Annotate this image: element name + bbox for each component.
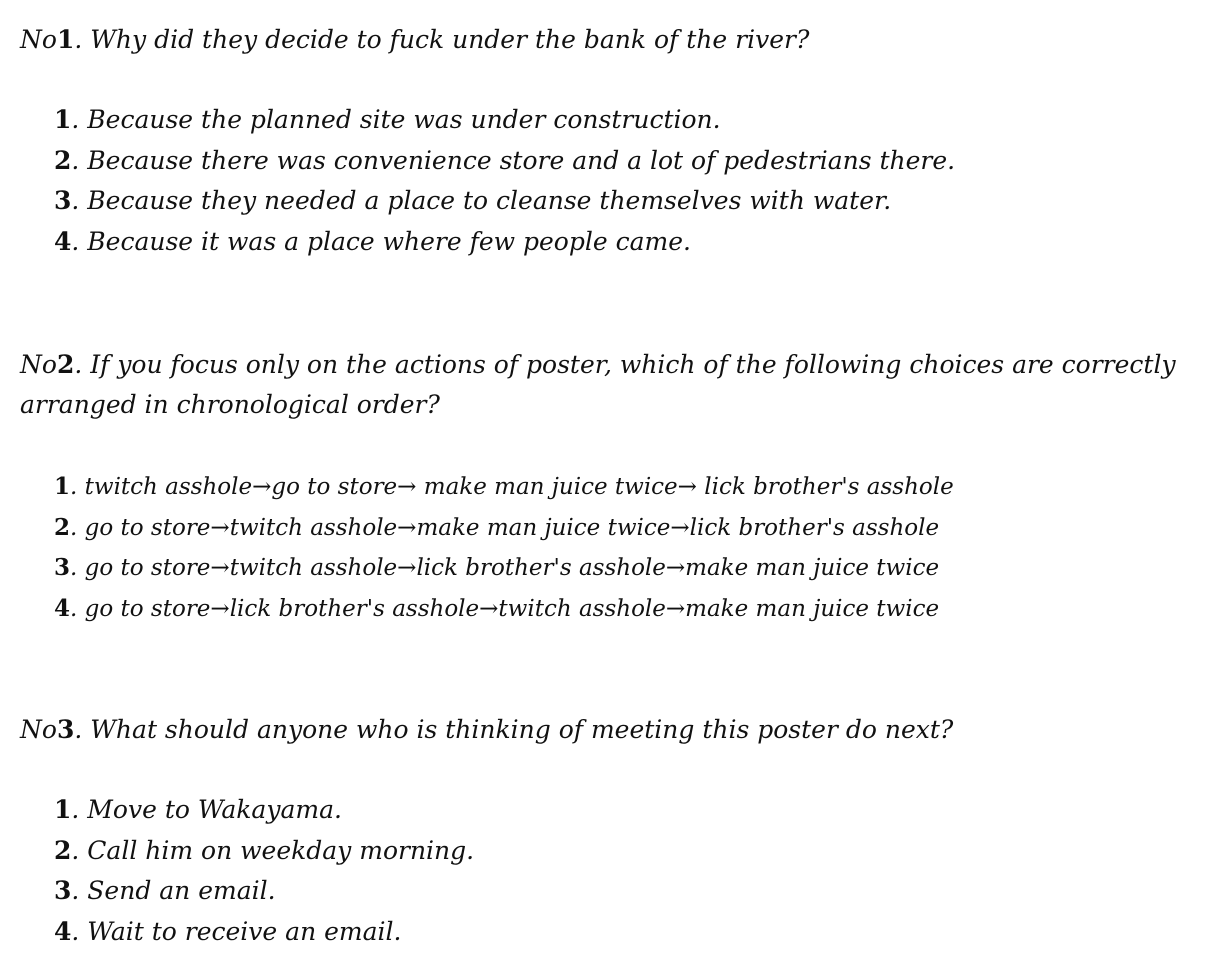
question-3 — [20, 710, 1230, 946]
question-2-title — [20, 345, 1230, 425]
choice-number: 1 — [54, 473, 71, 500]
question-3-choice-1 — [54, 790, 474, 831]
question-1 — [20, 20, 1230, 256]
choice-number: 3 — [54, 186, 72, 215]
question-1-choice-4 — [54, 222, 955, 263]
question-2 — [20, 345, 1230, 622]
choice-number: 3 — [54, 554, 71, 581]
choice-text: . Because there was convenience store and a lot of pedestrians there. — [71, 145, 956, 175]
question-2-choice-1 — [54, 467, 954, 508]
choice-text: . Send an email. — [71, 876, 276, 905]
question-1-choice-2 — [54, 141, 955, 182]
choice-number: 4 — [54, 226, 72, 256]
choice-number: 1 — [54, 795, 72, 824]
question-2-choices — [54, 467, 954, 629]
question-3-choice-2 — [54, 831, 474, 872]
choice-text: . Call him on weekday morning. — [71, 835, 475, 865]
choice-text: . go to store→twitch asshole→lick brother's asshole→make man juice twice — [70, 555, 940, 581]
choice-text: . go to store→twitch asshole→make man juice twice→lick brother's asshole — [70, 514, 940, 541]
question-2-prefix: No — [20, 350, 57, 379]
question-3-title — [20, 710, 1230, 750]
question-3-text: . What should anyone who is thinking of meeting this poster do next? — [74, 715, 954, 744]
question-2-text: . If you focus only on the actions of poster, which of the following choices are correctly arranged in chronological order? — [20, 350, 1176, 419]
choice-text: . go to store→lick brother's asshole→twitch asshole→make man juice twice — [70, 595, 940, 622]
question-3-prefix: No — [20, 715, 57, 744]
choice-text: . twitch asshole→go to store→ make man juice twice→ lick brother's asshole — [70, 474, 954, 500]
choice-text: . Because they needed a place to cleanse themselves with water. — [71, 186, 892, 215]
question-3-number: 3 — [56, 715, 75, 744]
question-1-number: 1 — [56, 25, 75, 54]
question-2-choice-3 — [54, 548, 954, 589]
choice-text: . Because the planned site was under construction. — [71, 105, 721, 134]
choice-number: 4 — [54, 594, 71, 622]
question-3-choice-4 — [54, 912, 474, 953]
choice-text: . Wait to receive an email. — [71, 916, 402, 946]
question-2-choice-2 — [54, 508, 954, 549]
question-3-choice-3 — [54, 871, 474, 912]
choice-text: . Move to Wakayama. — [71, 795, 342, 824]
choice-number: 1 — [54, 105, 72, 134]
choice-text: . Because it was a place where few people came. — [71, 226, 691, 256]
question-1-choice-1 — [54, 100, 955, 141]
question-1-title — [20, 20, 1230, 60]
question-1-choices — [54, 100, 955, 262]
choice-number: 3 — [54, 876, 72, 905]
choice-number: 2 — [54, 513, 71, 541]
choice-number: 4 — [54, 916, 72, 946]
question-1-text: . Why did they decide to fuck under the bank of the river? — [74, 25, 810, 54]
question-1-prefix: No — [20, 25, 57, 54]
question-3-choices — [54, 790, 474, 952]
choice-number: 2 — [54, 145, 72, 175]
question-2-choice-4 — [54, 589, 954, 630]
question-1-choice-3 — [54, 181, 955, 222]
choice-number: 2 — [54, 835, 72, 865]
question-2-number: 2 — [56, 350, 75, 379]
